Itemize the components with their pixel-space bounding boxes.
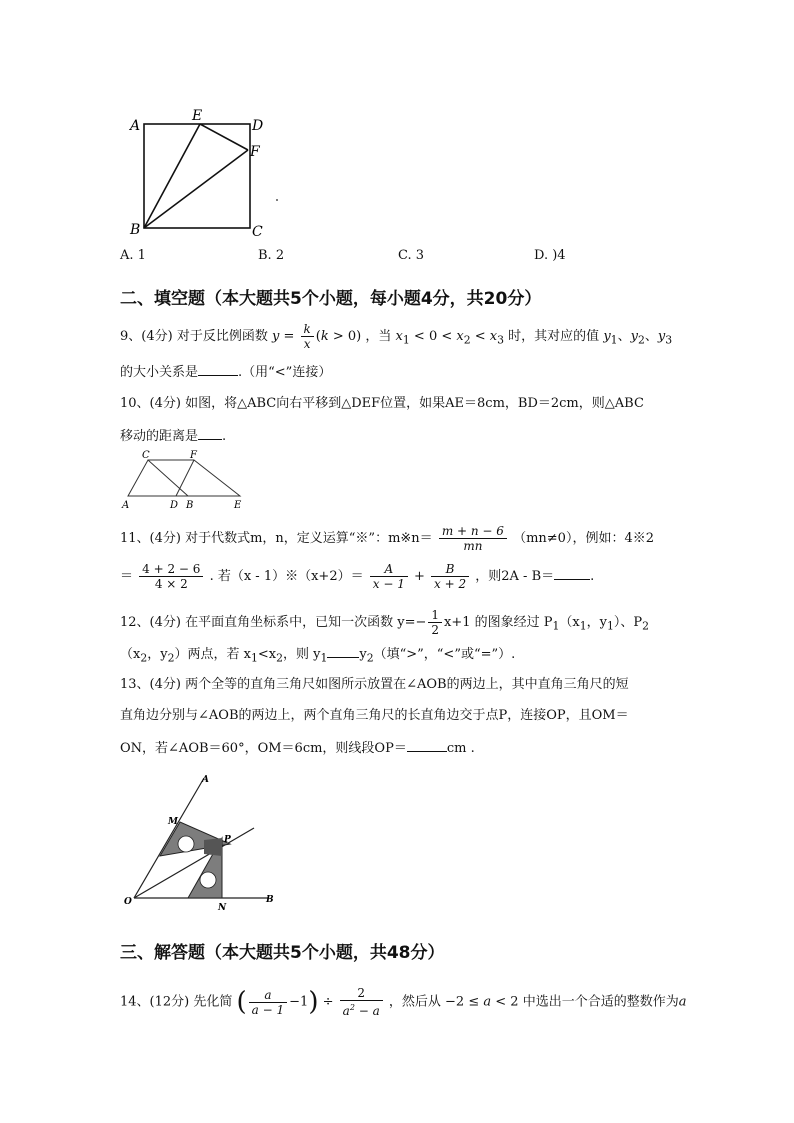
q11-line-1: 11、(4分) 对于代数式m，n，定义运算“※”：m※n＝ $\frac{m + n - 6}{mn}$ （mn≠0），例如：4※2: [120, 524, 654, 553]
q13-answer-blank[interactable]: [407, 737, 447, 752]
option-d: D. )4: [534, 248, 566, 263]
label-n3: N: [218, 903, 227, 910]
label-c: C: [252, 224, 263, 240]
q12-line-1: 12、(4分) 在平面直角坐标系中，已知一次函数 y=− $\frac{1}{2}$ x+1 的图象经过 $P_1(x_1$，$y_1$）、$P_2$: [120, 608, 650, 637]
q9-line-2: 的大小关系是 .（用“<”连接）: [120, 361, 331, 383]
label-e2: E: [234, 500, 242, 511]
label-m3: M: [168, 817, 178, 827]
q11-answer-blank[interactable]: [554, 565, 590, 580]
option-c: C. 3: [398, 248, 425, 263]
q10-line-1: 10、(4分) 如图，将△ABC向右平移到△DEF位置，如果AE＝8cm，BD＝2cm，则△ABC: [120, 396, 644, 411]
section-2-heading: 二、填空题（本大题共5个小题，每小题4分，共20分）: [120, 289, 542, 309]
label-d: D: [252, 118, 264, 134]
q9-line-1: 9、(4分) 对于反比例函数 y = $\frac{k}{x}$ (k > 0) ，当 $x_1 < 0 < x_2 < x_3$ 时，其对应的值 $y_1$、$y_2$、$y_3$: [120, 322, 673, 351]
label-e: E: [192, 108, 203, 124]
angle-figure: [120, 770, 282, 910]
label-a: A: [130, 118, 141, 134]
label-b3: B: [266, 895, 274, 905]
q12-answer-blank[interactable]: [327, 643, 359, 658]
q13-line-3: ON，若∠AOB＝60°，OM＝6cm，则线段OP＝ cm .: [120, 737, 475, 759]
square-figure: [124, 104, 284, 242]
label-d2: D: [170, 500, 179, 511]
q13-line-1: 13、(4分) 两个全等的直角三角尺如图所示放置在∠AOB的两边上，其中直角三角尺的短: [120, 677, 629, 692]
label-b: B: [130, 222, 141, 238]
label-b2: B: [186, 500, 194, 511]
label-f2: F: [190, 450, 197, 461]
q12-line-2: （$x_2$，$y_2$）两点，若 $x_1<x_2$，则 $y_1$ $y_2$（填“>”，“<”或“=”）.: [120, 643, 515, 669]
label-f: F: [250, 144, 260, 160]
q14-line-1: 14、(12分) 先化简 ( $\frac{a}{a - 1}$ −1) ÷ $\frac{2}{a^2 - a}$ ，然后从 −2 ≤ a < 2 中选出一个合适的整数作为a: [120, 986, 687, 1018]
label-c2: C: [142, 450, 150, 461]
option-a: A. 1: [120, 248, 146, 263]
label-o3: O: [124, 897, 132, 907]
q10-line-2: 移动的距离是 .: [120, 425, 226, 447]
q11-line-2: ＝ $\frac{4 + 2 - 6}{4 \times 2}$ . 若（x - 1）※（x+2）＝ $\frac{A}{x - 1}$ + $\frac{B}{x + 2}$ ，则2A - B＝ .: [120, 562, 595, 591]
translation-figure: [118, 446, 254, 512]
q13-line-2: 直角边分别与∠AOB的两边上，两个直角三角尺的长直角边交于点P，连接OP，且OM＝: [120, 708, 629, 723]
label-p3: P: [224, 835, 231, 845]
option-b: B. 2: [258, 248, 285, 263]
label-a2: A: [122, 500, 130, 511]
label-a3: A: [202, 775, 209, 785]
q9-answer-blank[interactable]: [198, 361, 238, 376]
q10-answer-blank[interactable]: [198, 425, 222, 440]
section-3-heading: 三、解答题（本大题共5个小题，共48分）: [120, 943, 445, 963]
